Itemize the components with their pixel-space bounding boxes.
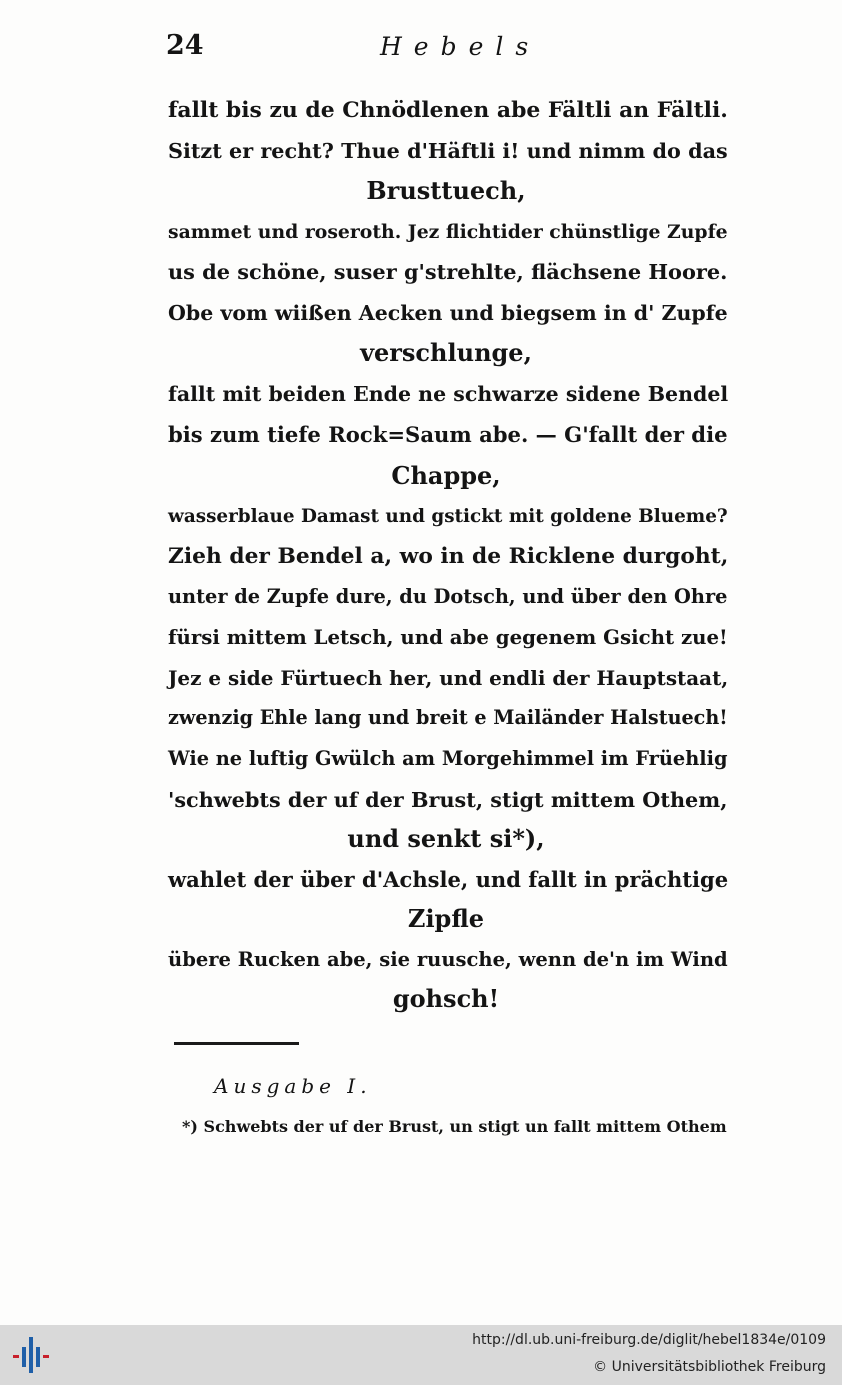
poem-line: wasserblaue Damast und gstickt mit goldene Blueme? — [168, 506, 728, 527]
poem-line: übere Rucken abe, sie ruusche, wenn de'n im Wind — [168, 948, 728, 971]
poem-line: zwenzig Ehle lang und breit e Mailänder Halstuech! — [168, 706, 728, 729]
page-number: 24 — [166, 30, 204, 61]
poem-line: Jez e side Fürtuech her, und endli der Hauptstaat, — [168, 666, 729, 690]
library-logo-icon[interactable] — [10, 1333, 54, 1377]
poem-line: Zipfle — [407, 904, 485, 933]
page-header — [0, 30, 842, 70]
poem-line: unter de Zupfe dure, du Dotsch, und über den Ohre — [168, 585, 728, 608]
poem-line: gohsch! — [392, 984, 500, 1013]
running-title: Hebels — [380, 32, 541, 61]
poem-line: Wie ne luftig Gwülch am Morgehimmel im Früehlig — [168, 747, 728, 770]
poem-line: Chappe, — [391, 461, 501, 490]
edition-label: Ausgabe I. — [214, 1074, 372, 1098]
poem-line: Zieh der Bendel a, wo in de Ricklene durgoht, — [168, 544, 729, 569]
poem-line: 'schwebts der uf der Brust, stigt mittem Othem, — [168, 787, 728, 812]
poem-line: us de schöne, suser g'strehlte, flächsene Hoore. — [168, 259, 728, 284]
poem-line: bis zum tiefe Rock=Saum abe. — G'fallt der die — [168, 422, 728, 447]
copyright-text: © Universitätsbibliothek Freiburg — [593, 1359, 826, 1375]
viewer-footer — [0, 1325, 842, 1385]
footnote-text: *) Schwebts der uf der Brust, un stigt un fallt mittem Othem — [182, 1117, 727, 1136]
poem-line: fallt mit beiden Ende ne schwarze sidene Bendel — [168, 382, 729, 406]
poem-line: sammet und roseroth. Jez flichtider chünstlige Zupfe — [168, 221, 728, 243]
poem-line: Brusttuech, — [366, 176, 526, 205]
source-url-link[interactable]: http://dl.ub.uni-freiburg.de/diglit/hebel1834e/0109 — [472, 1332, 826, 1348]
poem-line: verschlunge, — [360, 338, 532, 367]
poem-line: fürsi mittem Letsch, und abe gegenem Gsicht zue! — [168, 625, 728, 649]
poem-line: fallt bis zu de Chnödlenen abe Fältli an Fältli. — [168, 97, 728, 123]
poem-line: Obe vom wiißen Aecken und biegsem in d' Zupfe — [168, 301, 728, 325]
poem-line: Sitzt er recht? Thue d'Häftli i! und nimm do das — [168, 139, 728, 163]
poem-line: wahlet der über d'Achsle, und fallt in prächtige — [168, 867, 729, 892]
poem-line: und senkt si*), — [347, 824, 545, 853]
footnote-separator — [174, 1042, 299, 1045]
